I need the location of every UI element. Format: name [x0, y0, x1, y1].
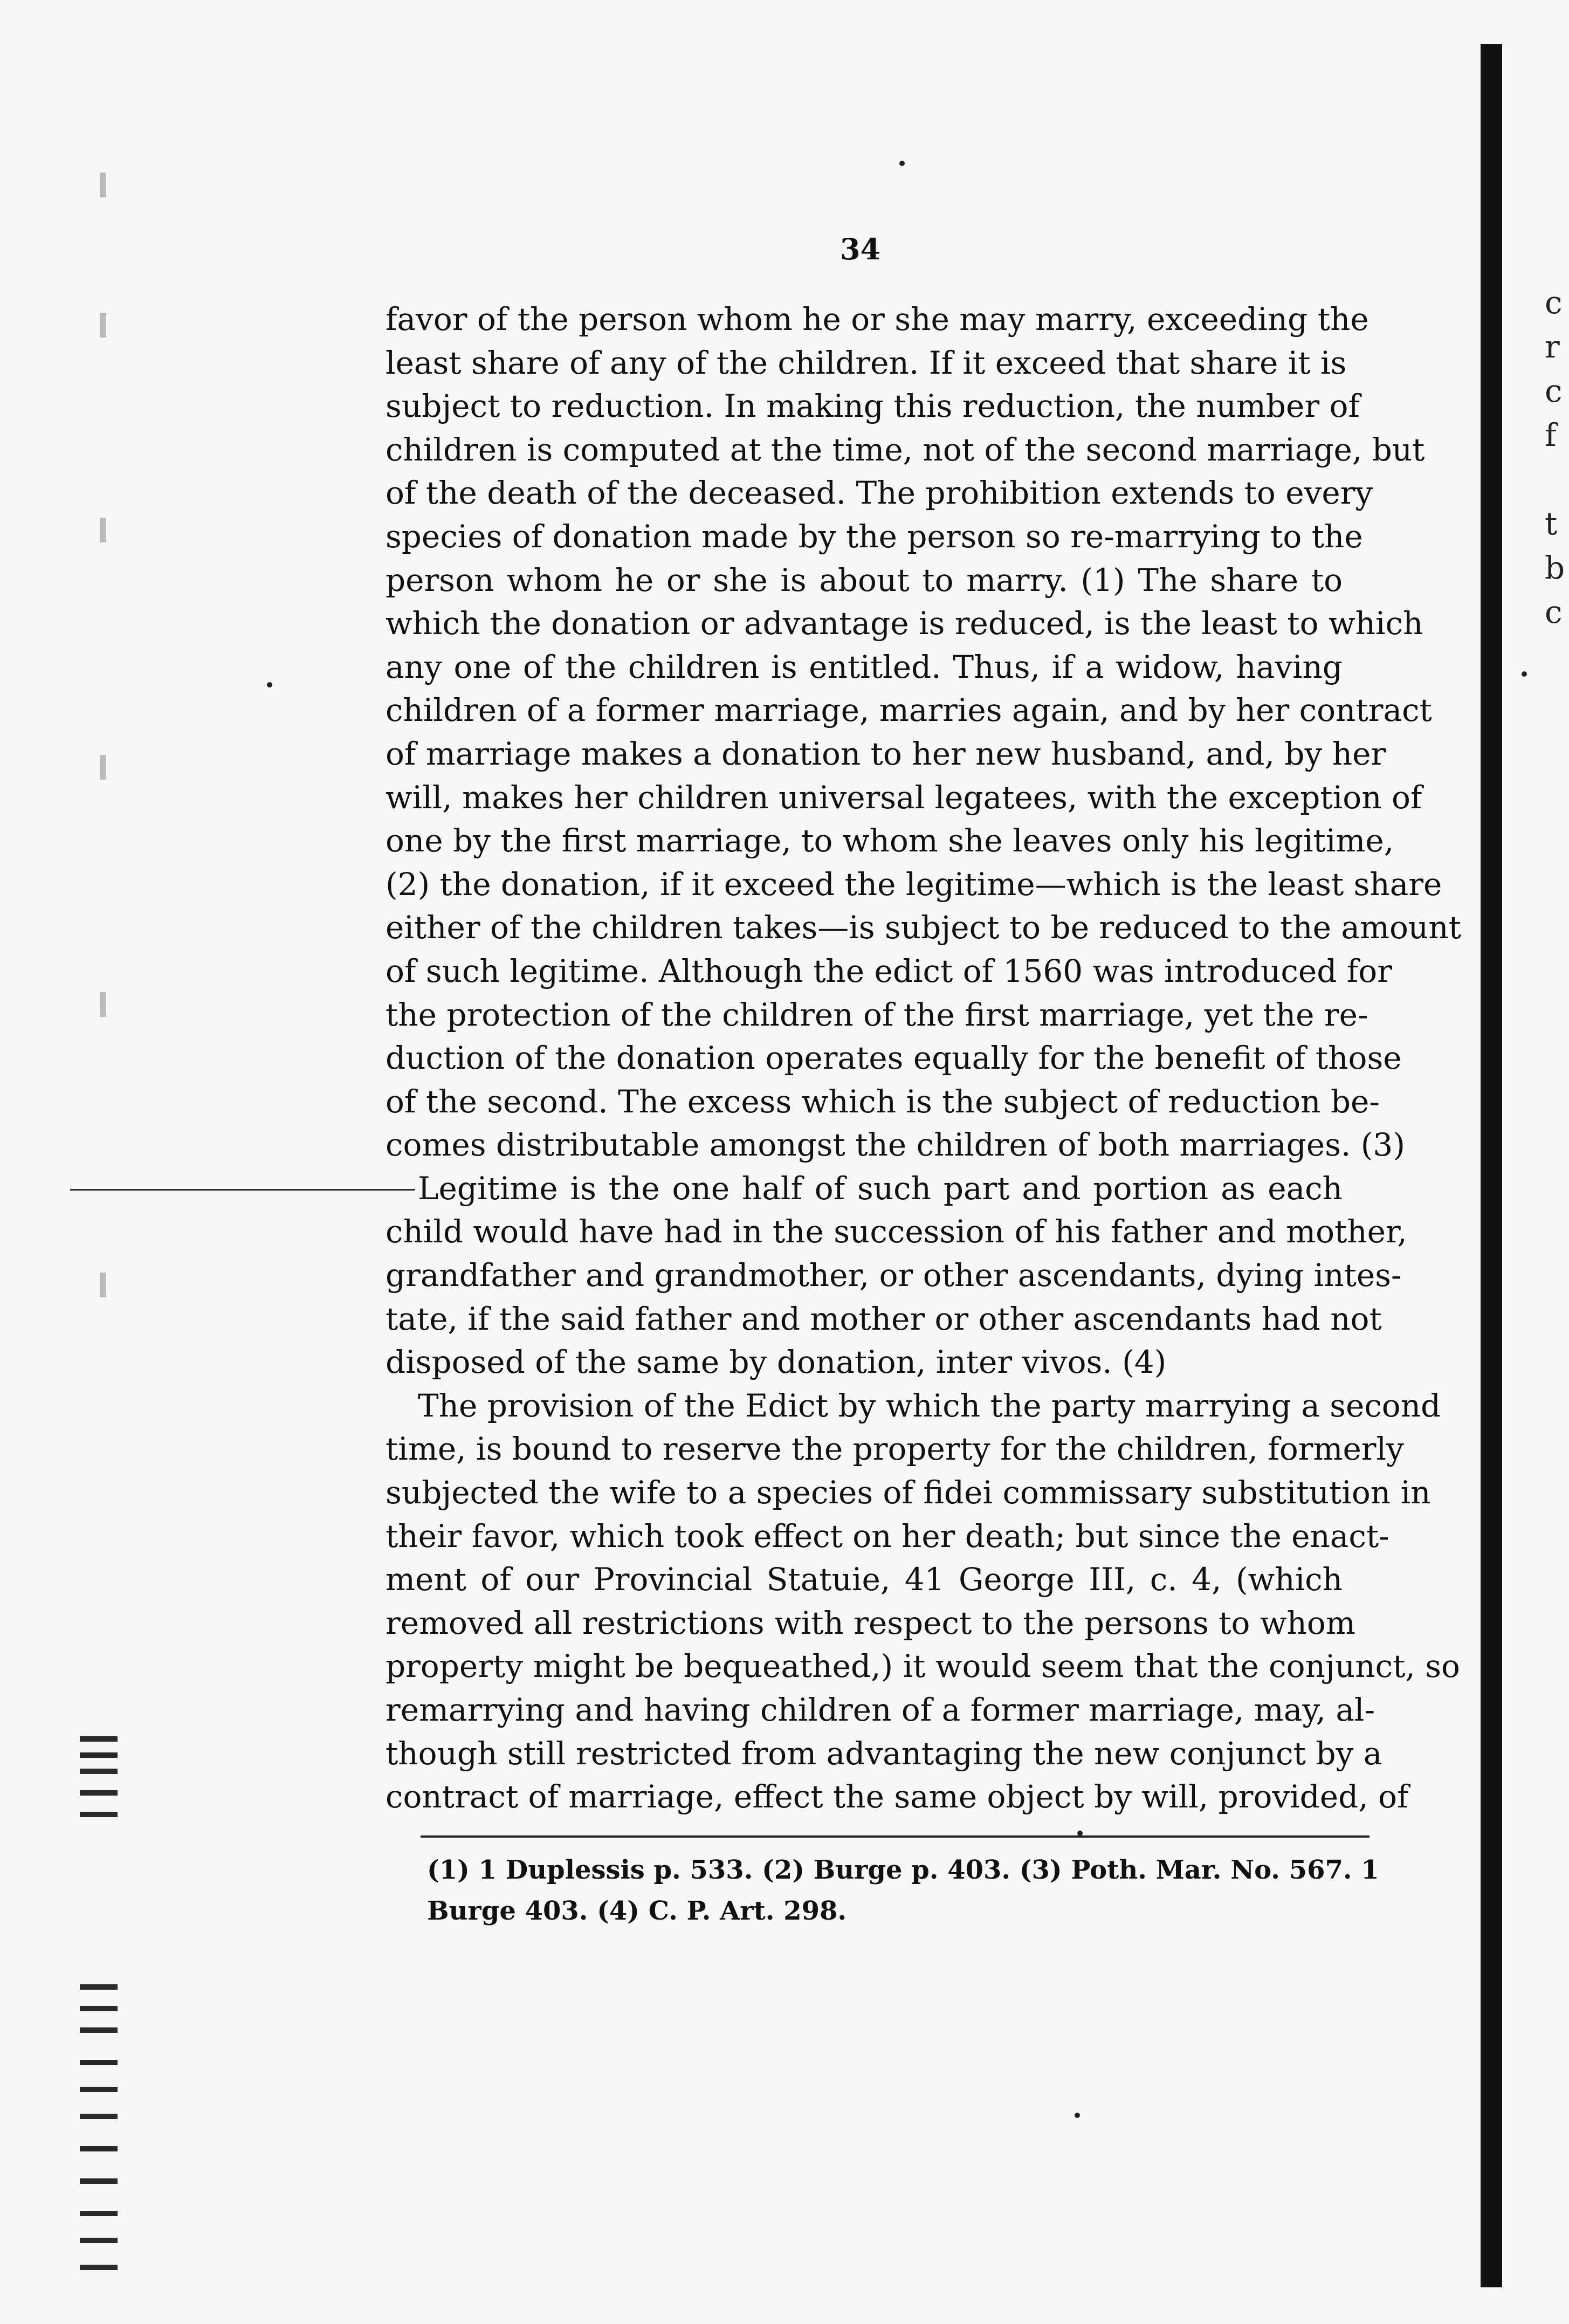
text-line: of the second. The excess which is the subject of reduction be-	[386, 1083, 1380, 1120]
bleed-char: t	[1545, 505, 1558, 542]
text-line: of marriage makes a donation to her new husband, and, by her	[386, 735, 1386, 772]
text-line: children is computed at the time, not of the second marriage, but	[386, 431, 1425, 468]
text-line: one by the first marriage, to whom she leaves only his legitime,	[386, 822, 1394, 860]
ink-speck	[1075, 2113, 1080, 2118]
text-line: property might be bequeathed,) it would seem that the conjunct, so	[386, 1648, 1460, 1685]
barcode-mark	[80, 2238, 118, 2243]
bleed-char: c	[1545, 284, 1563, 321]
text-line: comes distributable amongst the children of both marriages. (3)	[386, 1126, 1405, 1164]
text-line: least share of any of the children. If it exceed that share it is	[386, 344, 1347, 381]
barcode-mark	[80, 2027, 118, 2033]
scanner-gutter	[70, 32, 151, 2286]
bleed-char	[1545, 457, 1569, 501]
barcode-mark	[80, 2146, 118, 2151]
text-line: ment of our Provincial Statuie, 41 George III, c. 4, (which	[386, 1561, 1343, 1598]
barcode-mark	[80, 1790, 118, 1796]
text-line: any one of the children is entitled. Thus, if a widow, having	[386, 648, 1343, 685]
barcode-mark	[80, 1984, 118, 1990]
ink-speck	[899, 161, 905, 166]
gutter-speck	[100, 1273, 106, 1297]
text-line: the protection of the children of the first marriage, yet the re-	[386, 996, 1368, 1033]
text-line: of such legitime. Although the edict of 1560 was introduced for	[386, 952, 1392, 989]
bleed-char: r	[1545, 328, 1560, 365]
footnotes	[427, 1849, 1379, 1931]
facing-page-bleed	[1545, 280, 1569, 658]
gutter-speck	[100, 173, 106, 197]
footnote-line: (1) 1 Duplessis p. 533. (2) Burge p. 403. (3) Poth. Mar. No. 567. 1	[427, 1855, 1379, 1885]
barcode-mark	[80, 1812, 118, 1817]
ink-speck	[267, 682, 272, 687]
text-line: their favor, which took effect on her death; but since the enact-	[386, 1517, 1389, 1555]
barcode-mark	[80, 2006, 118, 2011]
gutter-speck	[100, 313, 106, 338]
barcode-mark	[80, 1769, 118, 1774]
text-line: children of a former marriage, marries again, and by her contract	[386, 692, 1432, 729]
margin-strike-line	[70, 1189, 415, 1191]
barcode-mark	[80, 1752, 118, 1758]
text-line: duction of the donation operates equally for the benefit of those	[386, 1040, 1402, 1077]
barcode-mark	[80, 2114, 118, 2119]
barcode-mark	[80, 2211, 118, 2216]
gutter-speck	[100, 992, 106, 1017]
text-line: grandfather and grandmother, or other ascendants, dying intes-	[386, 1257, 1402, 1294]
text-line: favor of the person whom he or she may marry, exceeding the	[386, 301, 1369, 338]
text-line: contract of marriage, effect the same object by will, provided, of	[386, 1778, 1409, 1816]
bleed-char: c	[1545, 594, 1563, 630]
text-line: Legitime is the one half of such part and portion as each	[418, 1170, 1343, 1207]
text-line: child would have had in the succession of his father and mother,	[386, 1213, 1407, 1250]
gutter-speck	[100, 755, 106, 780]
ink-speck	[1077, 1831, 1083, 1836]
page-number: 34	[840, 232, 881, 266]
page-edge-shadow	[1481, 44, 1502, 2287]
text-line: The provision of the Edict by which the party marrying a second	[418, 1387, 1441, 1424]
text-line: disposed of the same by donation, inter vivos. (4)	[386, 1344, 1167, 1381]
barcode-mark	[80, 2060, 118, 2065]
barcode-mark	[80, 2265, 118, 2270]
bleed-char: b	[1545, 549, 1565, 586]
text-line: of the death of the deceased. The prohibition extends to every	[386, 475, 1373, 512]
gutter-speck	[100, 518, 106, 542]
bleed-char: c	[1545, 373, 1563, 409]
text-line: species of donation made by the person so re-marrying to the	[386, 518, 1363, 555]
text-line: tate, if the said father and mother or other ascendants had not	[386, 1300, 1382, 1337]
text-line: subjected the wife to a species of fidei commissary substitution in	[386, 1474, 1431, 1511]
text-line: which the donation or advantage is reduced, is the least to which	[386, 605, 1423, 642]
ink-speck	[1522, 671, 1527, 677]
bleed-char: f	[1545, 417, 1557, 453]
text-line: removed all restrictions with respect to the persons to whom	[386, 1604, 1355, 1641]
footnote-line: Burge 403. (4) C. P. Art. 298.	[427, 1896, 847, 1926]
text-line: (2) the donation, if it exceed the legitime—which is the least share	[386, 865, 1442, 903]
text-line: will, makes her children universal legatees, with the exception of	[386, 779, 1422, 816]
barcode-mark	[80, 2087, 118, 2092]
body-text	[386, 298, 1461, 1819]
text-line: either of the children takes—is subject to be reduced to the amount	[386, 909, 1461, 946]
text-line: though still restricted from advantaging the new conjunct by a	[386, 1735, 1382, 1772]
text-line: remarrying and having children of a former marriage, may, al-	[386, 1692, 1375, 1728]
footnote-rule	[421, 1835, 1370, 1838]
text-line: subject to reduction. In making this reduction, the number of	[386, 388, 1360, 425]
text-line: person whom he or she is about to marry. (1) The share to	[386, 561, 1343, 599]
barcode-mark	[80, 2178, 118, 2184]
text-line: time, is bound to reserve the property for the children, formerly	[386, 1431, 1404, 1468]
barcode-mark	[80, 1736, 118, 1742]
